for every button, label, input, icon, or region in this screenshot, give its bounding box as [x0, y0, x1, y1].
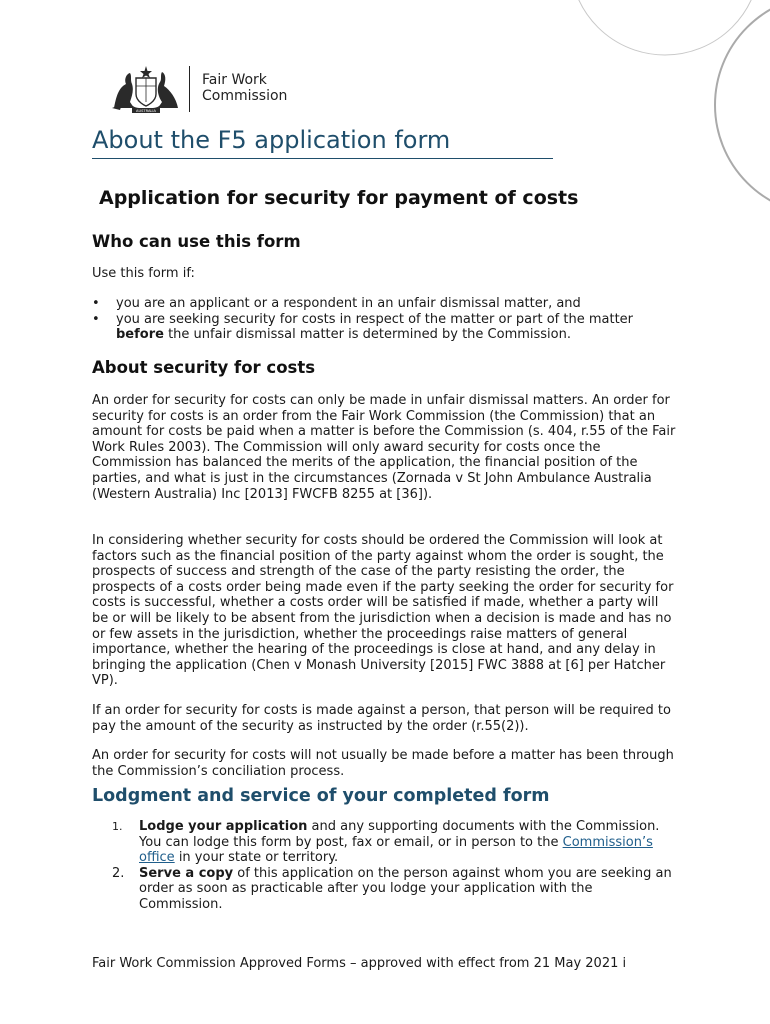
list-item	[112, 819, 672, 866]
list-item	[92, 296, 682, 312]
application-title: Application for security for payment of costs	[99, 187, 579, 209]
bullet-icon: •	[92, 311, 100, 327]
who-intro: Use this form if:	[92, 266, 195, 281]
step-2-emphasis: Serve a copy	[139, 865, 234, 881]
about-paragraph-3: If an order for security for costs is made against a person, that person will be required to pay the amount of the security as instructed by the order (r.55(2)).	[92, 703, 671, 734]
about-paragraph-1: An order for security for costs can only be made in unfair dismissal matters. An order for security for costs is an order from the Fair Work Commission (the Commission) that an amount for costs be paid when a matter is before the Commission (s. 404, r.55 of the Fair Work Rules 2003). The Commission will only award security for costs once the Commission has balanced the merits of the application, the financial position of the parties, and what is just in the circumstances (Zornada v St John Ambulance Australia (Western Australia) Inc [2013] FWCFB 8255 at [36]).	[92, 393, 676, 502]
page-footer: Fair Work Commission Approved Forms – approved with effect from 21 May 2021 i	[92, 956, 627, 971]
fair-work-commission-logo	[108, 64, 308, 116]
step-1-number: 1.	[112, 820, 123, 833]
about-paragraph-2: In considering whether security for costs should be ordered the Commission will look at factors such as the financial position of the party against whom the order is sought, the prospects of success and strength of the case of the party resisting the order, the prospects of a costs order being made even if the party seeking the order for security for costs is successful, whether a costs order will be satisfied if made, whether a party will be or will be likely to be absent from the jurisdiction when a decision is made and has no or few assets in the jurisdiction, whether the proceedings raise matters of general importance, whether the hearing of the proceedings is close at hand, and any delay in bringing the application (Chen v Monash University [2015] FWC 3888 at [6] per Hatcher VP).	[92, 533, 674, 689]
step-1-tail: in your state or territory.	[178, 850, 339, 866]
step-2-text: of this application on the person against whom you are seeking an order as soon as practicable after you lodge your application with the Commission.	[139, 865, 672, 912]
commission-office-link[interactable]: Commission’s office	[139, 834, 653, 866]
logo-line-2: Commission	[202, 88, 288, 104]
coat-of-arms-icon	[108, 64, 184, 114]
step-2-number: 2.	[112, 865, 125, 881]
step-1-emphasis: Lodge your application	[139, 819, 308, 834]
about-paragraph-4: An order for security for costs will not usually be made before a matter has been through the Commission’s conciliation process.	[92, 748, 674, 779]
logo-line-1: Fair Work	[202, 72, 267, 88]
bullet-1-text: you are an applicant or a respondent in an unfair dismissal matter, and	[116, 296, 581, 311]
about-heading: About security for costs	[92, 358, 316, 377]
lodgment-heading: Lodgment and service of your completed form	[92, 786, 550, 806]
title-underline	[92, 158, 553, 159]
page-title: About the F5 application form	[92, 126, 451, 154]
bullet-icon: •	[92, 296, 100, 311]
lodgment-steps	[112, 819, 672, 913]
bullet-2-text: you are seeking security for costs in respect of the matter or part of the matter	[116, 311, 634, 327]
who-heading: Who can use this form	[92, 232, 301, 251]
crest-country-label: AUSTRALIA	[136, 109, 156, 114]
bullet-2-emphasis: before	[116, 327, 164, 343]
list-item	[112, 866, 672, 913]
step-1-text: and any supporting documents with the Commission. You can lodge this form by post, fax or email, or in person to the	[139, 819, 660, 850]
logo-wordmark	[202, 72, 287, 104]
list-item	[92, 312, 682, 343]
who-bullet-list	[92, 296, 682, 343]
bullet-2-tail: the unfair dismissal matter is determined by the Commission.	[168, 327, 571, 343]
logo-divider	[189, 66, 190, 112]
